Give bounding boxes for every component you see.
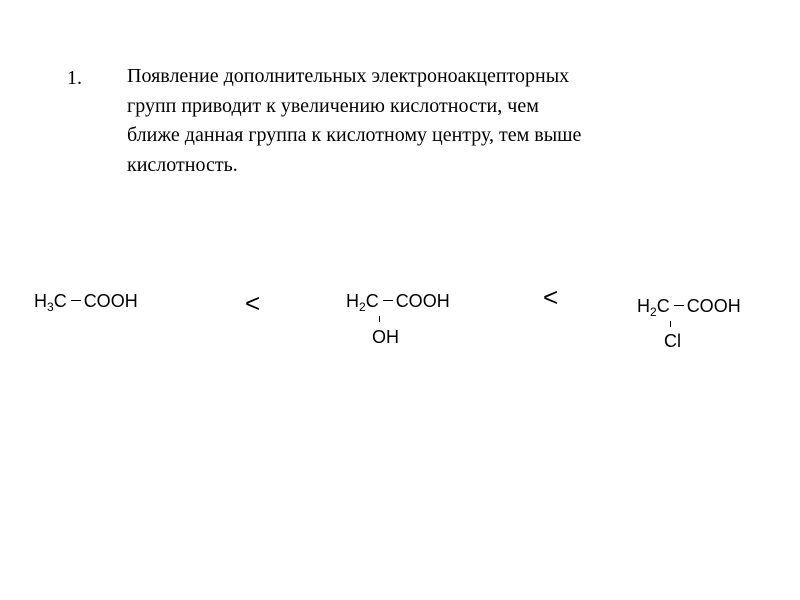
formula-carbon: C (53, 291, 67, 311)
single-bond (383, 300, 393, 301)
formula-carbon: C (365, 291, 379, 311)
formula-carboxyl: COOH (83, 291, 138, 311)
text-line: ближе данная группа к кислотному центру, тем выше (127, 124, 582, 146)
substituent-hydroxyl: OH (372, 327, 399, 347)
single-bond (674, 305, 684, 306)
text-line: Появление дополнительных электроноакцепторных (127, 65, 570, 87)
less-than-sign: < (245, 288, 261, 318)
formula-hydrogen: H (34, 291, 47, 311)
single-bond (71, 300, 81, 301)
formula-carboxyl: COOH (686, 296, 741, 316)
less-than-sign: < (543, 282, 559, 312)
formula-hydrogen: H (346, 291, 359, 311)
formula-subscript: 2 (650, 305, 657, 319)
list-item-text (127, 62, 767, 180)
formula-hydroxyacetic-acid (346, 291, 450, 314)
formula-subscript: 3 (47, 300, 54, 314)
text-line: групп приводит к увеличению кислотности, чем (127, 94, 539, 117)
formula-hydrogen: H (637, 296, 650, 316)
vertical-bond (670, 321, 671, 327)
formula-acetic-acid (34, 291, 138, 314)
formula-carbon: C (656, 296, 670, 316)
formula-chloroacetic-acid (637, 296, 741, 319)
list-item-number: 1. (67, 67, 82, 89)
formula-subscript: 2 (359, 300, 366, 314)
formula-carboxyl: COOH (395, 291, 450, 311)
text-line: кислотность. (127, 153, 238, 176)
vertical-bond (379, 316, 380, 322)
substituent-chlorine: Cl (664, 331, 681, 351)
